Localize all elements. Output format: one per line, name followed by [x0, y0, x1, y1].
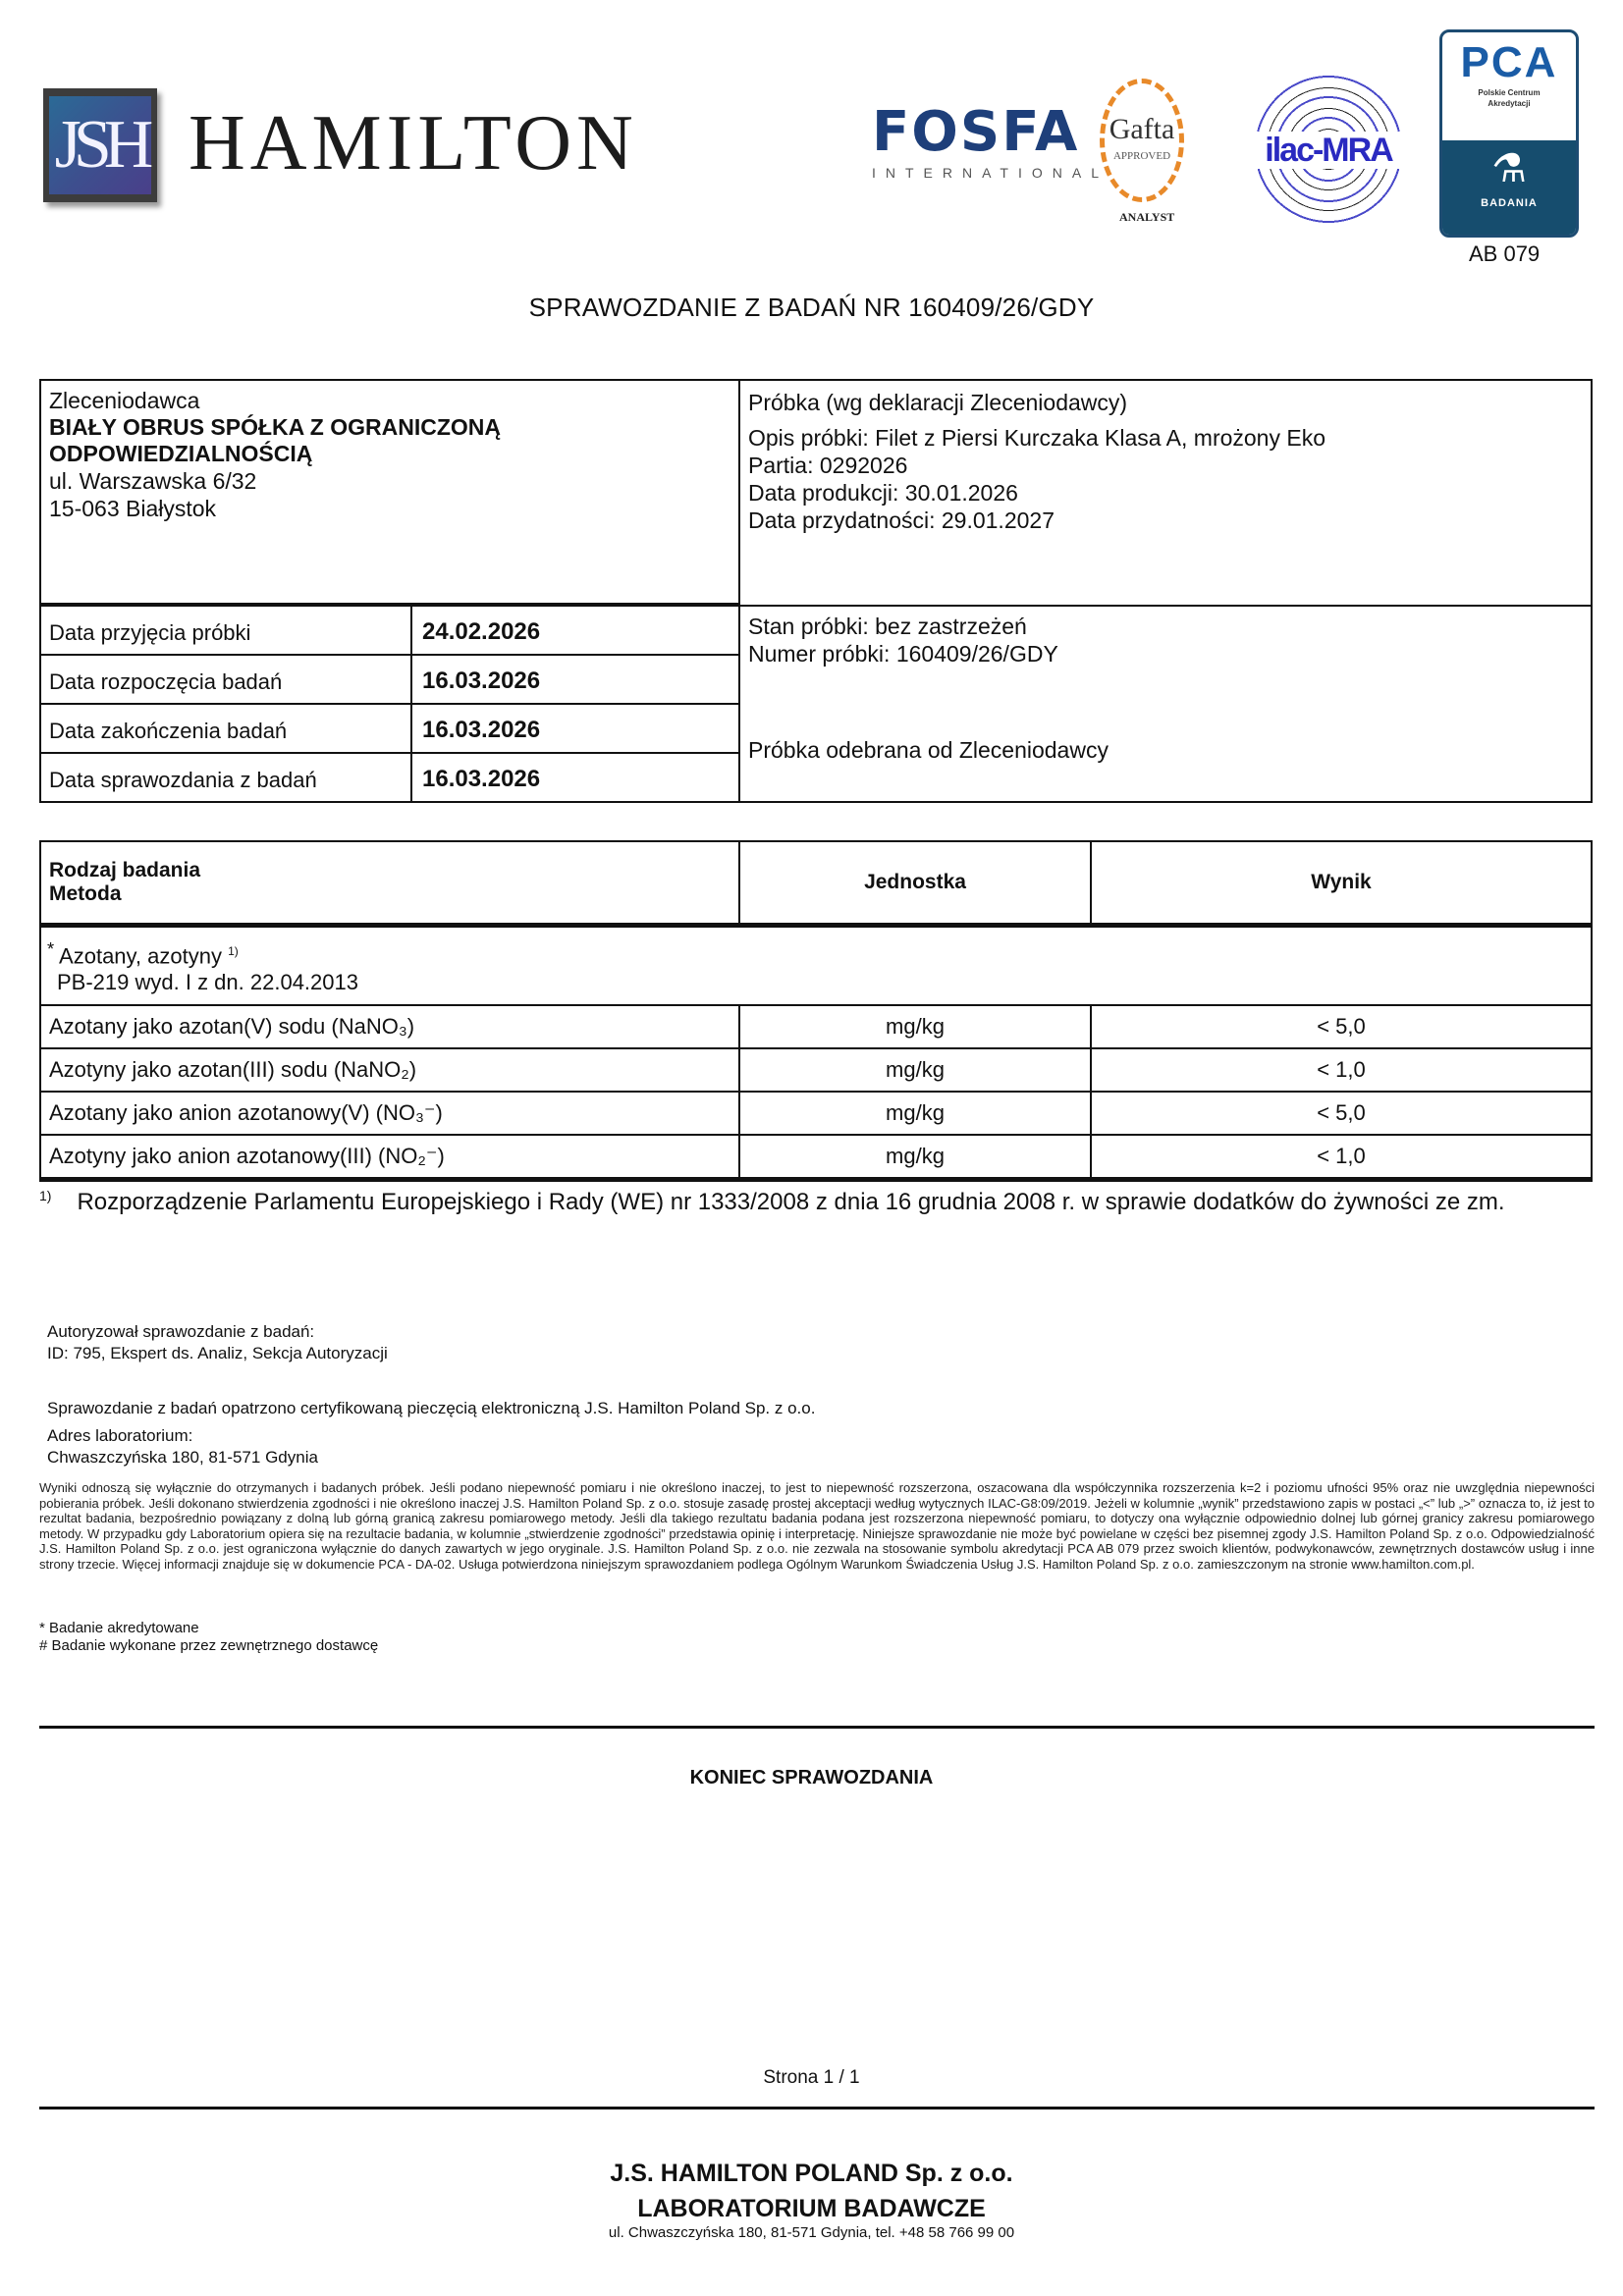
authorization-label: Autoryzował sprawozdanie z badań: [47, 1322, 315, 1341]
hamilton-monogram-text: JSH [49, 96, 151, 194]
sample-description: Opis próbki: Filet z Piersi Kurczaka Klasa A, mrożony Eko [748, 425, 1325, 451]
pca-badge-panel [1442, 140, 1576, 235]
header-test-type-line1: Rodzaj badania [49, 859, 201, 881]
gafta-analyst-label: ANALYST [1119, 210, 1175, 224]
sample-label: Próbka (wg deklaracji Zleceniodawcy) [748, 390, 1128, 415]
page-number: Strona 1 / 1 [763, 2067, 860, 2088]
footer-company-name: J.S. HAMILTON POLAND Sp. z o.o. [610, 2160, 1013, 2187]
row-unit: mg/kg [739, 1092, 1091, 1135]
date-row-start [41, 656, 740, 705]
hamilton-monogram-logo [43, 88, 157, 202]
date-row-received [41, 607, 740, 656]
row-test-name: Azotany jako azotan(V) sodu (NaNO₃) [40, 1005, 739, 1048]
results-header-row [40, 841, 1592, 926]
date-value: 16.03.2026 [422, 717, 541, 743]
results-group [40, 926, 1592, 1006]
seal-block [47, 1398, 815, 1468]
pca-logo-sub-2: Akredytacji [1488, 99, 1531, 108]
flask-icon: ⚗ [1491, 147, 1527, 190]
row-unit: mg/kg [739, 1005, 1091, 1048]
header-test-type [40, 841, 739, 926]
pca-badge-label: BADANIA [1481, 197, 1538, 209]
pca-accreditation-logo [1439, 29, 1579, 238]
client-name-line1: BIAŁY OBRUS SPÓŁKA Z OGRANICZONĄ [49, 414, 502, 440]
footnote-text: Rozporządzenie Parlamentu Europejskiego i Rady (WE) nr 1333/2008 z dnia 16 grudnia 2008 r. w sprawie dodatków do żywności ze zm. [77, 1189, 1505, 1215]
row-result: < 1,0 [1091, 1135, 1592, 1180]
row-unit: mg/kg [739, 1135, 1091, 1180]
date-value: 16.03.2026 [422, 766, 541, 792]
hamilton-brand-name: HAMILTON [189, 100, 638, 187]
group-name: Azotany, azotyny [59, 943, 222, 969]
group-method: PB-219 wyd. I z dn. 22.04.2013 [57, 969, 358, 994]
lab-address-label: Adres laboratorium: [47, 1426, 193, 1445]
sample-production-date: Data produkcji: 30.01.2026 [748, 480, 1018, 506]
client-label: Zleceniodawca [49, 388, 200, 413]
header-unit: Jednostka [739, 841, 1091, 926]
client-street: ul. Warszawska 6/32 [49, 468, 257, 494]
footer-company [0, 2156, 1623, 2226]
row-test-name: Azotyny jako azotan(III) sodu (NaNO₂) [40, 1048, 739, 1092]
authorization-block [47, 1321, 388, 1364]
accredited-marker: * [47, 938, 55, 960]
seal-statement: Sprawozdanie z badań opatrzono certyfikowaną pieczęcią elektroniczną J.S. Hamilton Poland Sp. z o.o. [47, 1399, 816, 1417]
date-label: Data rozpoczęcia badań [49, 669, 283, 694]
date-label: Data przyjęcia próbki [49, 620, 251, 645]
fosfa-logo-word: FOSFA [872, 100, 1080, 164]
table-row [40, 1005, 1592, 1048]
fosfa-logo [872, 100, 1109, 181]
sample-condition: Stan próbki: bez zastrzeżeń [748, 614, 1027, 639]
sample-batch: Partia: 0292026 [748, 453, 908, 478]
client-city: 15-063 Białystok [49, 496, 217, 521]
accreditation-number: AB 079 [1469, 241, 1541, 266]
report-title: SPRAWOZDANIE Z BADAŃ NR 160409/26/GDY [528, 293, 1095, 322]
row-test-name: Azotyny jako anion azotanowy(III) (NO₂⁻) [40, 1135, 739, 1180]
results-table [39, 840, 1593, 1182]
row-test-name: Azotany jako anion azotanowy(V) (NO₃⁻) [40, 1092, 739, 1135]
lab-address: Chwaszczyńska 180, 81-571 Gdynia [47, 1448, 318, 1467]
sample-status-section [738, 605, 1593, 803]
table-row [40, 1048, 1592, 1092]
header-result: Wynik [1091, 841, 1592, 926]
symbol-legend [39, 1620, 378, 1655]
table-row [40, 1092, 1592, 1135]
end-divider [39, 1726, 1595, 1729]
row-result: < 1,0 [1091, 1048, 1592, 1092]
legend-external: # Badanie wykonane przez zewnętrznego dostawcę [39, 1637, 379, 1654]
date-value: 16.03.2026 [422, 667, 541, 694]
table-row [40, 1135, 1592, 1180]
legal-disclaimer: Wyniki odnoszą się wyłącznie do otrzymanych i badanych próbek. Jeśli podano niepewność pomiaru i nie określono inaczej, to jest to niepewność rozszerzona, oszacowana dla współczynnika rozszerzenia k=2 i poziomu ufności 95% oraz nie uwzględnia niepewności pobierania próbek. Jeśli dokonano stwierdzenia zgodności i nie określono inaczej J.S. Hamilton Poland Sp. z o.o. stosuje zasadę prostej akceptacji według wytycznych ILAC-G8:09/2019. Jeżeli w kolumnie „wynik” przedstawiono zapis w postaci „<” lub „>” oznacza to, iż jest to rezultat badania, bezpośrednio powiązany z dolną lub górną granicą zakresu pomiarowego metody. Jeśli dla takiego rezultatu badania podana jest rozszerzona niepewność pomiaru, to dotyczy ona wyłącznie odpowiednio dolnej lub górnej granicy zakresu pomiarowego metody. W przypadku gdy Laboratorium opiera się na rezultacie badania, w kolumnie „stwierdzenie zgodności” przedstawia opinię i interpretację. Niniejsze sprawozdanie nie może być powielane w części bez pisemnej zgody J.S. Hamilton Poland Sp. z o.o. Odpowiedzialność J.S. Hamilton Poland Sp. z o.o. jest ograniczona wyłącznie do danych zawartych w jego oryginale. J.S. Hamilton Poland Sp. z o.o. nie zezwala na stosowanie symbolu akredytacji PCA AB 079 przez swoich klientów, podwykonawców, zewnętrznych dostawców usług i inne strony trzecie. Więcej informacji znajduje się w dokumencie PCA - DA-02. Usługa potwierdzona niniejszym sprawozdaniem podlega Ogólnym Warunkom Świadczenia Usług J.S. Hamilton Poland Sp. z o.o. zamieszczonym na stronie www.hamilton.com.pl. [39, 1480, 1595, 1572]
footnote-marker: 1) [39, 1188, 52, 1203]
date-value: 24.02.2026 [422, 618, 541, 645]
pca-logo-sub-1: Polskie Centrum [1478, 88, 1541, 97]
gafta-approved-label: APPROVED [1112, 150, 1171, 162]
date-row-end [41, 705, 740, 754]
date-label: Data zakończenia badań [49, 719, 288, 743]
gafta-logo-word: Gafta [1109, 113, 1175, 145]
group-footnote-ref: 1) [228, 944, 239, 959]
regulation-footnote [39, 1188, 1505, 1216]
sample-number: Numer próbki: 160409/26/GDY [748, 641, 1058, 667]
fosfa-logo-sub: INTERNATIONAL [872, 165, 1109, 181]
ilac-mra-word: ilac-MRA [1251, 132, 1406, 169]
ilac-mra-logo [1255, 71, 1402, 228]
client-name-line2: ODPOWIEDZIALNOŚCIĄ [49, 441, 313, 466]
end-of-report: KONIEC SPRAWOZDANIA [689, 1767, 934, 1789]
legend-accredited: * Badanie akredytowane [39, 1620, 199, 1636]
footer-lab-name: LABORATORIUM BADAWCZE [637, 2195, 986, 2222]
pca-logo-word: PCA [1460, 38, 1558, 86]
client-section [39, 379, 740, 605]
row-result: < 5,0 [1091, 1092, 1592, 1135]
row-result: < 5,0 [1091, 1005, 1592, 1048]
authorization-id: ID: 795, Ekspert ds. Analiz, Sekcja Autoryzacji [47, 1344, 388, 1362]
footer-address: ul. Chwaszczyńska 180, 81-571 Gdynia, tel. +48 58 766 99 00 [608, 2224, 1015, 2241]
row-unit: mg/kg [739, 1048, 1091, 1092]
results-group-row [40, 926, 1592, 1006]
sample-section [738, 379, 1593, 607]
date-label: Data sprawozdania z badań [49, 768, 317, 792]
footer-divider [39, 2107, 1595, 2109]
header-test-type-line2: Metoda [49, 882, 122, 905]
date-row-report [41, 754, 740, 803]
sample-expiry-date: Data przydatności: 29.01.2027 [748, 507, 1055, 533]
sample-source: Próbka odebrana od Zleceniodawcy [748, 737, 1109, 763]
dates-table [39, 605, 740, 803]
gafta-logo [1100, 79, 1184, 202]
